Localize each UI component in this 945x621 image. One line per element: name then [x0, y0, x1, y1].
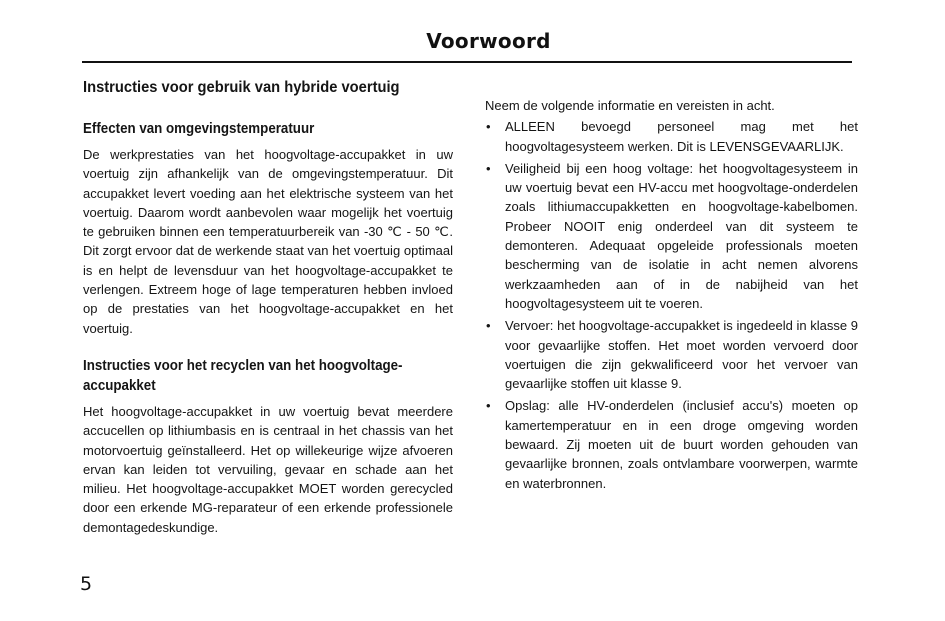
list-item-text: Opslag: alle HV-onderdelen (inclusief accu's) moeten op kamertemperatuur en in een droge omgeving worden bewaard. Zij moeten uit de buurt worden gehouden van gevaarlijke bronnen, zoals ontvlambare voorwerpen, warmte en waterbronnen.	[505, 398, 858, 491]
page-title: Voorwoord	[426, 29, 551, 53]
list-item-text: Vervoer: het hoogvoltage-accupakket is ingedeeld in klasse 9 voor gevaarlijke stoffen. Het moet worden vervoerd door voertuigen die zijn gekwalificeerd voor het vervoer van gevaarlijke stoffen uit klasse 9.	[505, 318, 858, 392]
section-body-temperature: De werkprestaties van het hoogvoltage-accupakket in uw voertuig zijn afhankelijk van de omgevingstemperatuur. Dit accupakket levert voeding aan het elektrische systeem van het voertuig. Daarom wordt aanbevolen waar mogelijk het voertuig te gebruiken binnen een temperatuurbereik van -30 ℃ - 50 ℃. Dit zorgt ervoor dat de werkende staat van het voertuig optimaal is en helpt de levensduur van het hoogvoltage-accupakket te verlengen. Extreem hoge of lage temperaturen hebben invloed op de prestaties van het hoogvoltage-accupakket en het voertuig.	[83, 147, 453, 336]
bullet-icon: •	[486, 160, 491, 176]
main-heading: Instructies voor gebruik van hybride voertuig	[83, 79, 400, 96]
list-item	[485, 396, 858, 492]
section-body-recycling: Het hoogvoltage-accupakket in uw voertuig bevat meerdere accucellen op lithiumbasis en is centraal in het chassis van het motorvoertuig geïnstalleerd. Het op willekeurige wijze afvoeren ervan kan leiden tot vervuiling, gevaar en schade aan het milieu. Het hoogvoltage-accupakket MOET worden gerecycled door een erkende MG-reparateur of een erkende professionele demontagedeskundige.	[83, 403, 453, 535]
bullet-icon: •	[486, 318, 491, 334]
page-number: 5	[80, 573, 93, 595]
list-item	[485, 316, 858, 393]
requirements-intro: Neem de volgende informatie en vereisten in acht.	[485, 98, 775, 113]
section-heading-recycling: Instructies voor het recyclen van het hoogvoltage-accupakket	[83, 357, 403, 394]
right-column	[485, 96, 858, 496]
requirements-list	[485, 117, 858, 493]
list-item	[485, 159, 858, 313]
section-heading-temperature: Effecten van omgevingstemperatuur	[83, 121, 315, 137]
list-item-text: ALLEEN bevoegd personeel mag met het hoogvoltagesysteem werken. Dit is LEVENSGEVAARLIJK.	[505, 119, 858, 154]
list-item-text: Veiligheid bij een hoog voltage: het hoogvoltagesysteem in uw voertuig bevat een HV-accu met hoogvoltage-onderdelen zoals lithiumaccupakketten en hoogvoltage-kabelbomen. Probeer NOOIT enig onderdeel van dit systeem te demonteren. Adequaat opgeleide professionals moeten bescherming van de isolatie in acht nemen alvorens werkzaamheden aan of in de nabijheid van het hoogvoltagesysteem uit te voeren.	[505, 160, 858, 311]
left-column	[83, 78, 453, 537]
bullet-icon: •	[486, 398, 491, 414]
title-divider	[82, 61, 852, 63]
bullet-icon: •	[486, 119, 491, 135]
list-item	[485, 117, 858, 156]
